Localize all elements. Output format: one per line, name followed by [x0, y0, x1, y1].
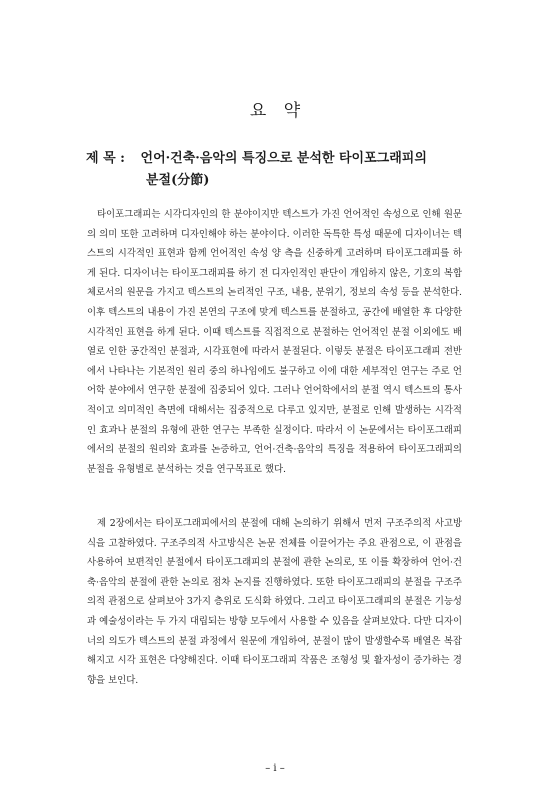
heading-char: 약: [283, 101, 301, 121]
page-number: – i –: [265, 763, 285, 774]
title-label: 제 목 :: [86, 151, 125, 166]
heading-char: 요: [249, 101, 267, 121]
thesis-title: [86, 148, 486, 192]
title-line-2: 분절(分節): [146, 173, 210, 188]
abstract-paragraph-2: 제 2장에서는 타이포그래피에서의 분절에 대해 논의하기 위해서 먼저 구조주의적 사고방식을 고찰하였다. 구조주의적 사고방식은 논문 전체를 이끌어가는 주요 관점으로, 이 관점을 사용하여 보편적인 분절에서 타이포그래피의 분절에 관한 논의로, 또 이를 확장하여 언어·건축·음악의 분절에 관한 논의로 점차 논지를 진행하였다. 또한 타이포그래피의 분절을 구조주의적 관점으로 살펴보아 3가지 층위로 도식화 하였다. 그리고 타이포그래피의 분절은 기능성과 예술성이라는 두 가지 대립되는 방향 모두에서 사용할 수 있음을 살펴보았다. 다만 디자이너의 의도가 텍스트의 분절 과정에서 원문에 개입하여, 분절이 많이 발생할수록 배열은 복잡해지고 시각 표현은 다양해진다. 이때 타이포그래피 작품은 조형성 및 활자성이 증가하는 경향을 보인다.: [87, 518, 462, 686]
title-text-1: 언어·건축·음악의 특징으로 분석한 타이포그래피의: [140, 151, 427, 166]
page-heading: [0, 96, 550, 121]
abstract-paragraph-1: 타이포그래피는 시각디자인의 한 분야이지만 텍스트가 가진 언어적인 속성으로 인해 원문의 의미 또한 고려하며 디자인해야 하는 분야이다. 이러한 독특한 특성 때문에 디자이너는 텍스트의 시각적인 표현과 함께 언어적인 속성 양 측을 신중하게 고려하며 타이포그래피를 하게 된다. 디자이너는 타이포그래피를 하기 전 디자인적인 판단이 개입하지 않은, 기호의 복합체로서의 원문을 가지고 텍스트의 논리적인 구조, 내용, 분위기, 정보의 속성 등을 분석한다. 이후 텍스트의 내용이 가진 본연의 구조에 맞게 텍스트를 분절하고, 공간에 배열한 후 다양한 시각적인 표현을 하게 된다. 이때 텍스트를 직접적으로 분절하는 언어적인 분절 이외에도 배열로 인한 공간적인 분절과, 시각표현에 따라서 분절된다. 이렇듯 분절은 타이포그래피 전반에서 나타나는 기본적인 원리 중의 하나임에도 불구하고 이에 대한 세부적인 연구는 주로 언어학 분야에서 연구한 분절에 집중되어 있다. 그러나 언어학에서의 분절 역시 텍스트의 통사적이고 의미적인 측면에 대해서는 집중적으로 다루고 있지만, 분절로 인해 발생하는 시각적인 효과나 분절의 유형에 관한 연구는 부족한 실정이다. 따라서 이 논문에서는 타이포그래피에서의 분절의 원리와 효과를 논증하고, 언어·건축·음악의 특징을 적용하여 타이포그래피의 분절을 유형별로 분석하는 것을 연구목표로 했다.: [87, 209, 462, 475]
title-line-1: [86, 148, 486, 170]
